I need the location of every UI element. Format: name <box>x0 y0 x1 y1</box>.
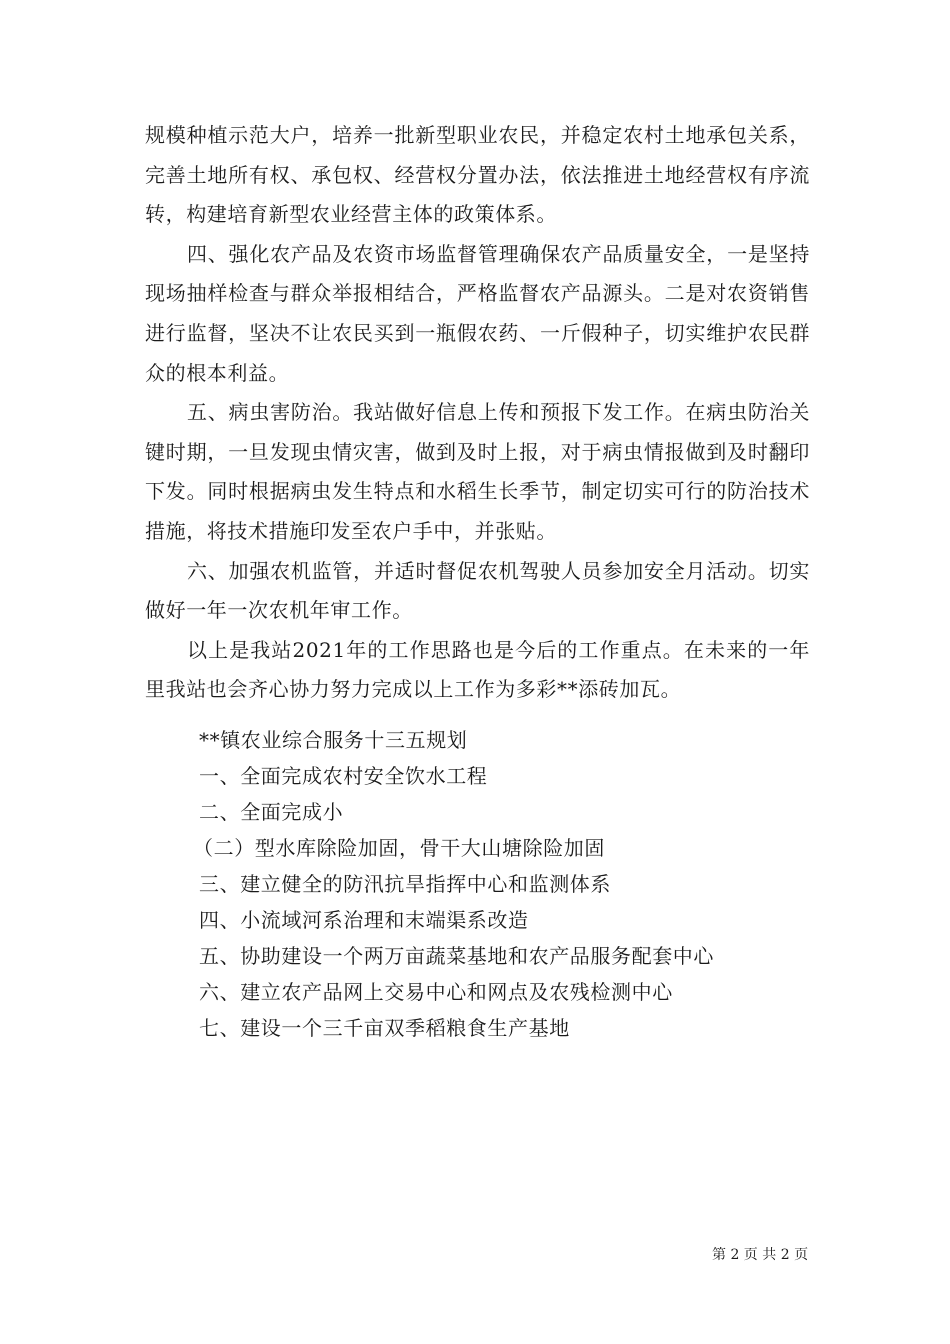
paragraph-continuation: 规模种植示范大户，培养一批新型职业农民，并稳定农村土地承包关系，完善土地所有权、承包权、经营权分置办法，依法推进土地经营权有序流转，构建培育新型农业经营主体的政策体系。 <box>145 123 810 227</box>
plan-item: 二、全面完成小 <box>199 799 344 824</box>
plan-item: 四、小流域河系治理和末端渠系改造 <box>199 907 529 932</box>
plan-item: （二）型水库除险加固，骨干大山塘除险加固 <box>193 835 605 860</box>
paragraph-item-six: 六、加强农机监管，并适时督促农机驾驶人员参加安全月活动。切实做好一年一次农机年审工作。 <box>145 558 810 623</box>
paragraph-item-four: 四、强化农产品及农资市场监督管理确保农产品质量安全，一是坚持现场抽样检查与群众举报相结合，严格监督农产品源头。二是对农资销售进行监督，坚决不让农民买到一瓶假农药、一斤假种子，切实维护农民群众的根本利益。 <box>145 241 810 385</box>
document-body <box>145 116 810 1046</box>
page-number: 第 2 页 共 2 页 <box>712 1247 809 1263</box>
plan-item: 三、建立健全的防汛抗旱指挥中心和监测体系 <box>199 871 611 896</box>
plan-item: 五、协助建设一个两万亩蔬菜基地和农产品服务配套中心 <box>199 943 714 968</box>
plan-item: 七、建设一个三千亩双季稻粮食生产基地 <box>199 1015 570 1040</box>
plan-title: **镇农业综合服务十三五规划 <box>199 727 468 752</box>
paragraph-item-five: 五、病虫害防治。我站做好信息上传和预报下发工作。在病虫防治关键时期，一旦发现虫情灾害，做到及时上报，对于病虫情报做到及时翻印下发。同时根据病虫发生特点和水稻生长季节，制定切实可行的防治技术措施，将技术措施印发至农户手中，并张贴。 <box>145 400 810 543</box>
plan-item: 一、全面完成农村安全饮水工程 <box>199 763 488 788</box>
plan-section <box>145 722 810 1046</box>
plan-item: 六、建立农产品网上交易中心和网点及农残检测中心 <box>199 979 673 1004</box>
paragraph-conclusion: 以上是我站2021年的工作思路也是今后的工作重点。在未来的一年里我站也会齐心协力努力完成以上工作为多彩**添砖加瓦。 <box>145 637 810 702</box>
